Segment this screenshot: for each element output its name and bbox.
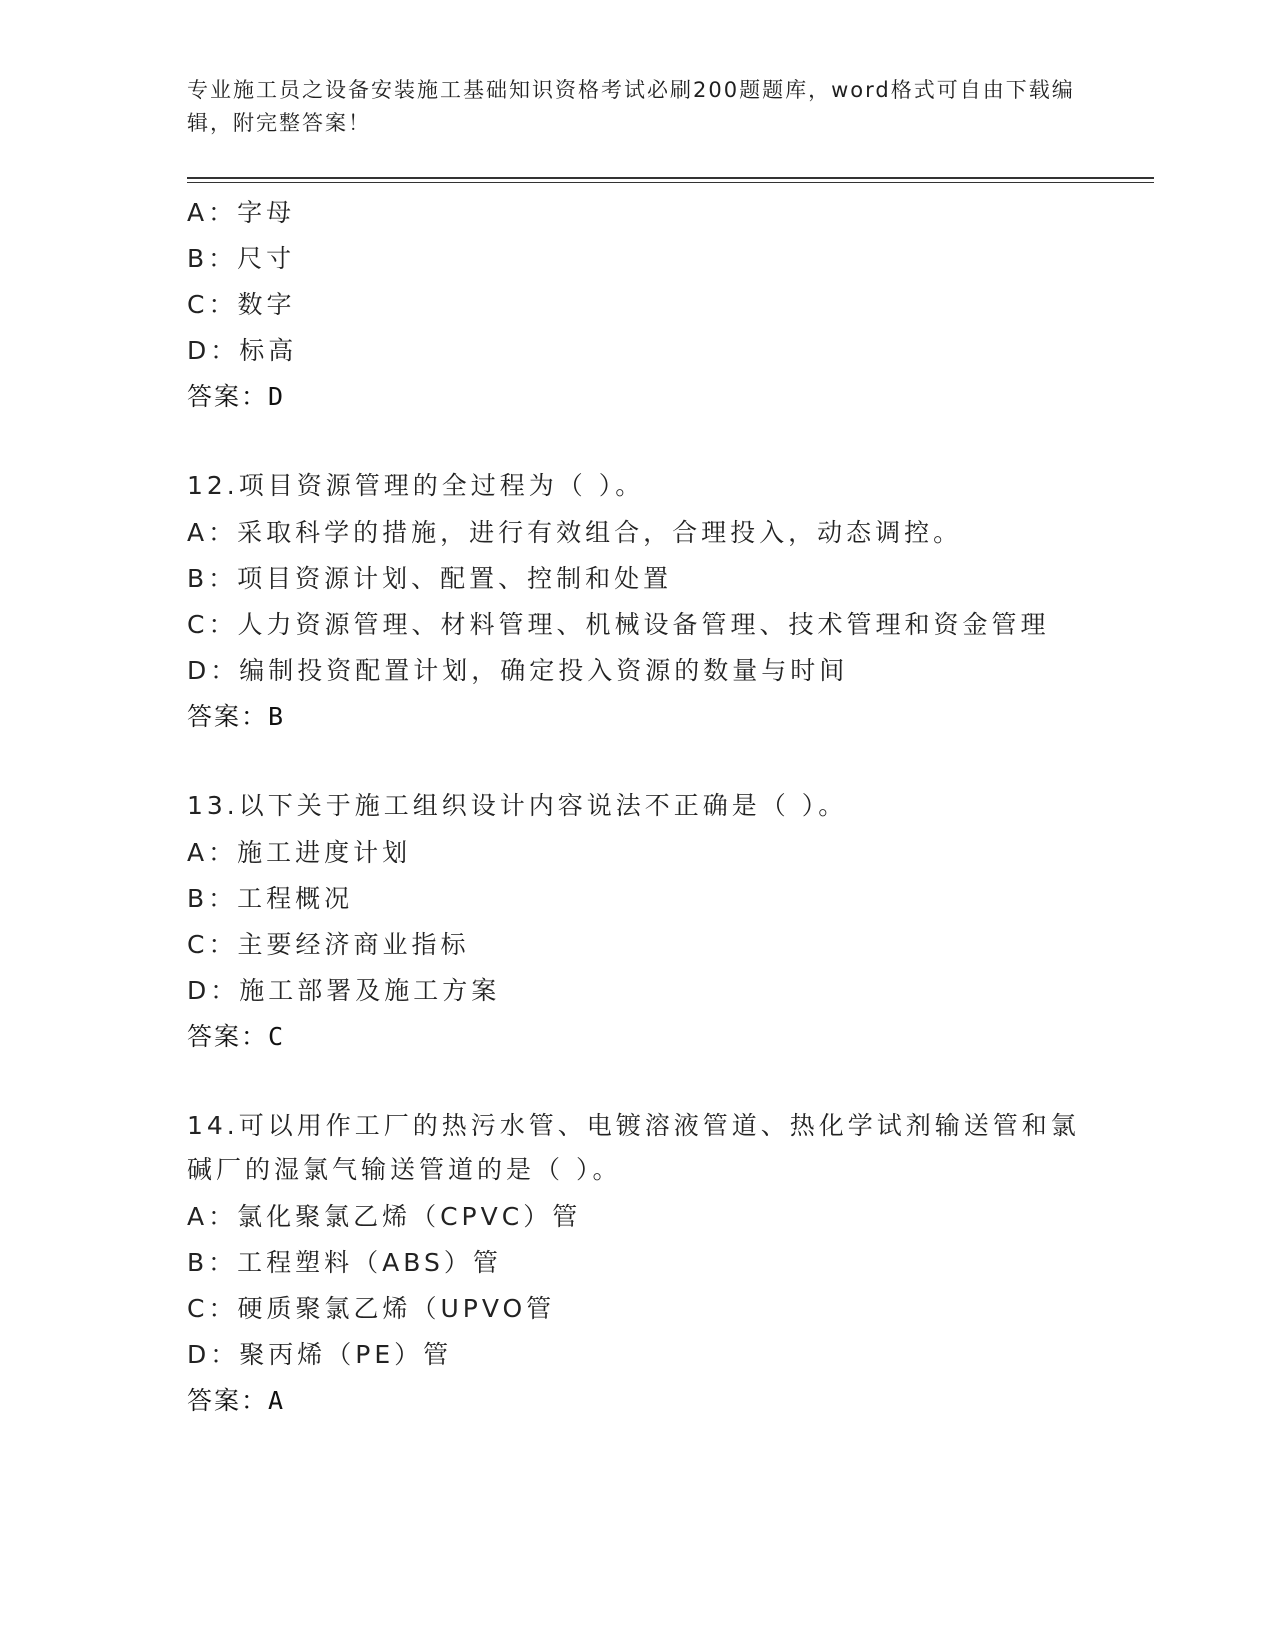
block-spacer <box>187 1060 1147 1104</box>
option-a: A：施工进度计划 <box>187 838 412 867</box>
option-b: B：工程概况 <box>187 884 354 913</box>
option-d: D：标高 <box>187 336 298 365</box>
option-c: C：数字 <box>187 290 296 319</box>
option-a: A：字母 <box>187 198 296 227</box>
answer-label: 答案： <box>187 702 269 731</box>
answer-value: D <box>268 382 286 411</box>
header-rule-thick <box>187 177 1154 179</box>
question-block-13 <box>187 784 1147 1060</box>
question-text: 14.可以用作工厂的热污水管、电镀溶液管道、热化学试剂输送管和氯碱厂的湿氯气输送管道的是（ ）。 <box>187 1111 1080 1184</box>
option-c: C：人力资源管理、材料管理、机械设备管理、技术管理和资金管理 <box>187 610 1050 639</box>
document-header: 专业施工员之设备安装施工基础知识资格考试必刷200题题库，word格式可自由下载编辑，附完整答案！ <box>187 78 1075 135</box>
option-b: B：工程塑料（ABS）管 <box>187 1248 502 1277</box>
option-a: A：采取科学的措施，进行有效组合，合理投入，动态调控。 <box>187 518 963 547</box>
option-a: A：氯化聚氯乙烯（CPVC）管 <box>187 1202 582 1231</box>
answer-value: C <box>268 1022 286 1051</box>
option-d: D：施工部署及施工方案 <box>187 976 501 1005</box>
option-b: B：尺寸 <box>187 244 296 273</box>
option-d: D：编制投资配置计划，确定投入资源的数量与时间 <box>187 656 849 685</box>
option-c: C：主要经济商业指标 <box>187 930 470 959</box>
header-rule-thin <box>187 182 1154 183</box>
question-block-14 <box>187 1104 1147 1424</box>
question-block-11 <box>187 190 1147 420</box>
answer-line <box>187 374 1147 420</box>
answer-line <box>187 1378 1147 1424</box>
question-list <box>187 190 1147 1424</box>
block-spacer <box>187 420 1147 464</box>
option-d: D：聚丙烯（PE）管 <box>187 1340 453 1369</box>
option-b: B：项目资源计划、配置、控制和处置 <box>187 564 673 593</box>
answer-line <box>187 694 1147 740</box>
question-text: 13.以下关于施工组织设计内容说法不正确是（ ）。 <box>187 791 848 820</box>
answer-label: 答案： <box>187 1022 269 1051</box>
option-c: C：硬质聚氯乙烯（UPVO管 <box>187 1294 556 1323</box>
question-block-12 <box>187 464 1147 740</box>
answer-value: A <box>268 1386 286 1415</box>
answer-label: 答案： <box>187 1386 269 1415</box>
block-spacer <box>187 740 1147 784</box>
answer-label: 答案： <box>187 382 269 411</box>
answer-line <box>187 1014 1147 1060</box>
question-text: 12.项目资源管理的全过程为（ ）。 <box>187 471 645 500</box>
answer-value: B <box>268 702 286 731</box>
